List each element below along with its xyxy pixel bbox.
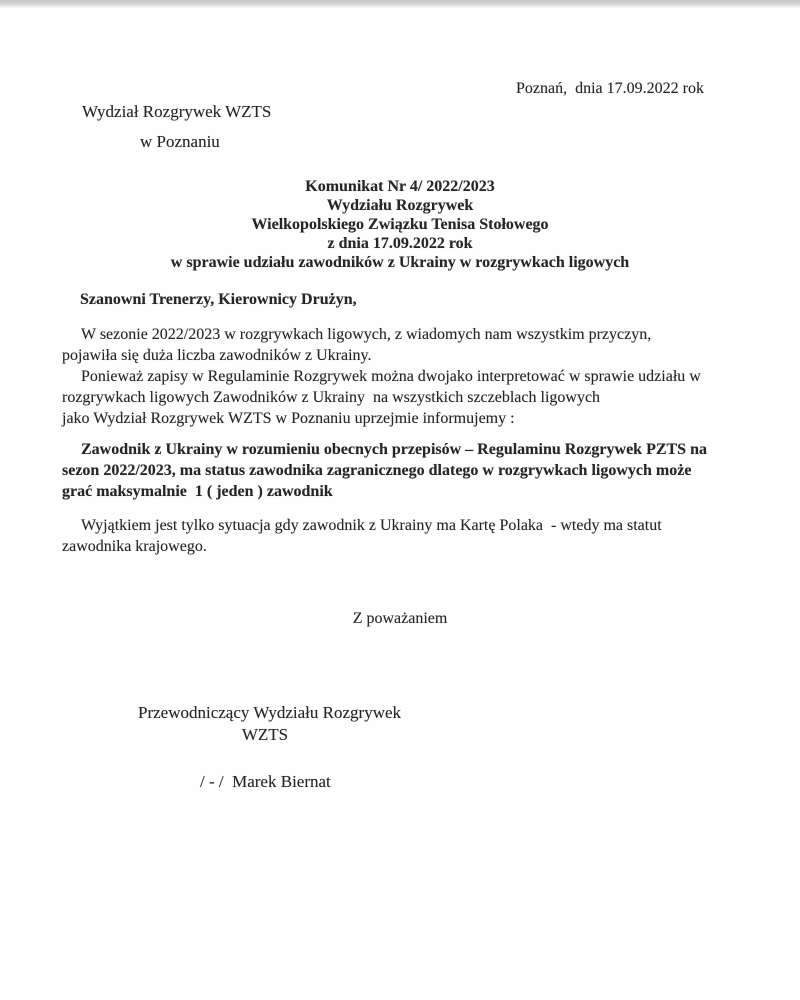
date-line: Poznań, dnia 17.09.2022 rok: [516, 80, 704, 97]
ruling-line: grać maksymalnie 1 ( jeden ) zawodnik: [62, 483, 333, 500]
ruling-paragraph: [62, 439, 707, 502]
title-line-date: z dnia 17.09.2022 rok: [327, 235, 473, 252]
closing-phrase: Z poważaniem: [352, 610, 448, 627]
ruling-line: sezon 2022/2023, ma status zawodnika zagranicznego dlatego w rozgrywkach ligowych może: [62, 462, 692, 479]
salutation: Szanowni Trenerzy, Kierownicy Drużyn,: [80, 291, 357, 308]
intro-line: W sezonie 2022/2023 w rozgrywkach ligowych, z wiadomych nam wszystkim przyczyn,: [81, 326, 652, 343]
scan-edge-shadow: [0, 0, 800, 8]
intro-line: pojawiła się duża liczba zawodników z Ukrainy.: [62, 347, 372, 364]
exception-line: Wyjątkiem jest tylko sytuacja gdy zawodnik z Ukrainy ma Kartę Polaka - wtedy ma statut: [81, 517, 662, 534]
exception-paragraph: [62, 515, 662, 557]
sender-department: Wydział Rozgrywek WZTS: [82, 102, 272, 121]
signature-title-role: Przewodniczący Wydziału Rozgrywek: [138, 703, 402, 722]
signature-title-block: [138, 702, 402, 746]
sender-city: w Poznaniu: [140, 132, 220, 151]
intro-line: Ponieważ zapisy w Regulaminie Rozgrywek można dwojako interpretować w sprawie udziału w: [81, 368, 701, 385]
title-line-number: Komunikat Nr 4/ 2022/2023: [305, 178, 495, 195]
sender-block: [82, 102, 271, 152]
intro-paragraphs: [62, 324, 701, 429]
intro-line: jako Wydział Rozgrywek WZTS w Poznaniu uprzejmie informujemy :: [62, 410, 515, 427]
communique-title-block: [0, 177, 800, 272]
title-line-association: Wielkopolskiego Związku Tenisa Stołowego: [251, 216, 549, 233]
exception-line: zawodnika krajowego.: [62, 538, 207, 555]
ruling-line: Zawodnik z Ukrainy w rozumieniu obecnych przepisów – Regulaminu Rozgrywek PZTS na: [81, 441, 707, 458]
signature-title-org: WZTS: [241, 725, 289, 744]
title-line-department: Wydziału Rozgrywek: [326, 197, 474, 214]
title-line-subject: w sprawie udziału zawodników z Ukrainy w rozgrywkach ligowych: [170, 254, 630, 271]
signature-name: / - / Marek Biernat: [200, 772, 331, 791]
intro-line: rozgrywkach ligowych Zawodników z Ukrainy na wszystkich szczeblach ligowych: [62, 389, 601, 406]
